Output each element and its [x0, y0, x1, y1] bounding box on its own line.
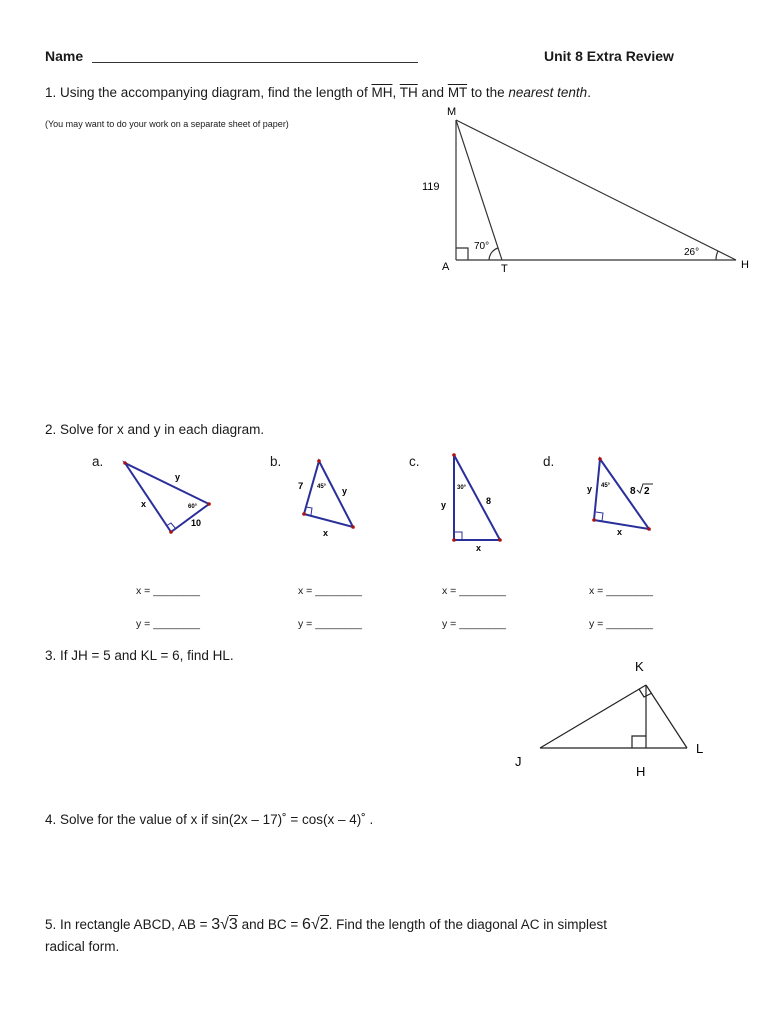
angle-h-arc	[716, 251, 718, 260]
segment-mh: $\overline{MH}$	[371, 85, 393, 100]
radical-icon: √	[220, 916, 229, 933]
triangle-b-y: y	[342, 486, 348, 496]
q3-prompt: 3. If JH = 5 and KL = 6, find HL.	[45, 648, 234, 663]
q1-diagram	[400, 100, 770, 290]
triangle-c-side: 8	[486, 496, 492, 506]
ab-coef: 3	[211, 916, 221, 933]
triangle-d-y: y	[587, 484, 593, 494]
triangle-a-side: 10	[191, 518, 202, 528]
ab-radicand: 3	[228, 916, 238, 933]
triangle-d-angle: 45°	[601, 483, 611, 489]
ab-value	[211, 915, 238, 933]
triangle-c-x: x	[476, 543, 482, 553]
q5-prefix: 5. In rectangle ABCD, AB =	[45, 917, 208, 932]
q3-diagram	[500, 650, 730, 790]
angle-h-label: 26°	[684, 247, 700, 258]
side-mt	[456, 120, 502, 260]
triangle-a	[123, 461, 211, 534]
triangle-b	[298, 459, 355, 538]
q4-prompt: 4. Solve for the value of x if sin(2x – 17)˚ = cos(x – 4)˚ .	[45, 812, 374, 827]
q2b-x-blank[interactable]: x = ________	[298, 585, 362, 597]
vertex-m: M	[447, 106, 457, 118]
name-label: Name	[45, 48, 84, 64]
q2a-y-blank[interactable]: y = ________	[136, 618, 200, 630]
segment-th: $\overline{TH}$	[399, 85, 418, 100]
q2c-letter: c.	[409, 454, 420, 469]
vertex-l: L	[696, 741, 704, 756]
vertex-a: A	[442, 261, 450, 273]
q5-prompt	[45, 916, 607, 934]
q1-note: (You may want to do your work on a separate sheet of paper)	[45, 119, 289, 129]
vertex-h-q3: H	[636, 764, 646, 779]
triangle-a-x: x	[141, 499, 147, 509]
q1-to-the: to the	[470, 85, 505, 100]
triangle-a-angle: 60°	[188, 504, 198, 510]
q2c-y-blank[interactable]: y = ________	[442, 618, 506, 630]
q1-prefix: 1. Using the accompanying diagram, find the length of	[45, 85, 368, 100]
q2d-y-blank[interactable]: y = ________	[589, 618, 653, 630]
triangle-b-angle: 45°	[317, 484, 327, 490]
triangle-c-y: y	[441, 500, 447, 510]
side-ma-label: 119	[422, 181, 440, 193]
q5-line2: radical form.	[45, 939, 120, 954]
segment-mt: $\overline{MT}$	[447, 85, 468, 100]
q5-and-bc: and BC =	[241, 917, 299, 932]
q2-diagrams	[0, 440, 770, 560]
angle-t-label: 70°	[474, 241, 490, 252]
q2b-letter: b.	[270, 454, 282, 469]
side-mh	[456, 120, 736, 260]
q2-prompt: 2. Solve for x and y in each diagram.	[45, 422, 265, 437]
q5-suffix: . Find the length of the diagonal AC in simplest	[328, 917, 608, 932]
triangle-b-x: x	[323, 528, 329, 538]
side-jk	[540, 685, 646, 748]
triangle-c-angle: 30°	[457, 485, 467, 491]
q1-and: and	[421, 85, 445, 100]
bc-value	[302, 915, 329, 933]
page-title: Unit 8 Extra Review	[544, 48, 674, 64]
triangle-a-y: y	[175, 472, 181, 482]
radical-icon: √	[310, 916, 320, 933]
triangle-d-side-rad: 2	[644, 486, 650, 497]
q1-sep: ,	[392, 85, 397, 100]
right-angle-h	[632, 736, 646, 748]
q2d-letter: d.	[543, 454, 555, 469]
q2d-x-blank[interactable]: x = ________	[589, 585, 653, 597]
vertex-h: H	[741, 259, 749, 271]
q1-period: .	[587, 85, 591, 100]
q2a-letter: a.	[92, 454, 104, 469]
vertex-t: T	[501, 263, 508, 275]
vertex-k: K	[635, 659, 644, 674]
triangle-d-side-coef: 8	[630, 486, 636, 497]
vertex-j: J	[515, 754, 522, 769]
right-angle-mark	[456, 248, 468, 260]
q2b-y-blank[interactable]: y = ________	[298, 618, 362, 630]
triangle-c	[441, 453, 502, 553]
bc-coef: 6	[302, 916, 311, 933]
side-kl	[646, 685, 687, 748]
bc-radicand: 2	[319, 916, 329, 933]
q1-nearest: nearest tenth	[508, 85, 588, 100]
q2a-x-blank[interactable]: x = ________	[136, 585, 200, 597]
triangle-b-side: 7	[298, 481, 304, 492]
angle-t-arc	[489, 248, 498, 260]
name-blank[interactable]	[92, 62, 418, 63]
triangle-d	[587, 457, 653, 537]
triangle-d-x: x	[617, 527, 623, 537]
q1-prompt	[45, 85, 591, 100]
q2c-x-blank[interactable]: x = ________	[442, 585, 506, 597]
